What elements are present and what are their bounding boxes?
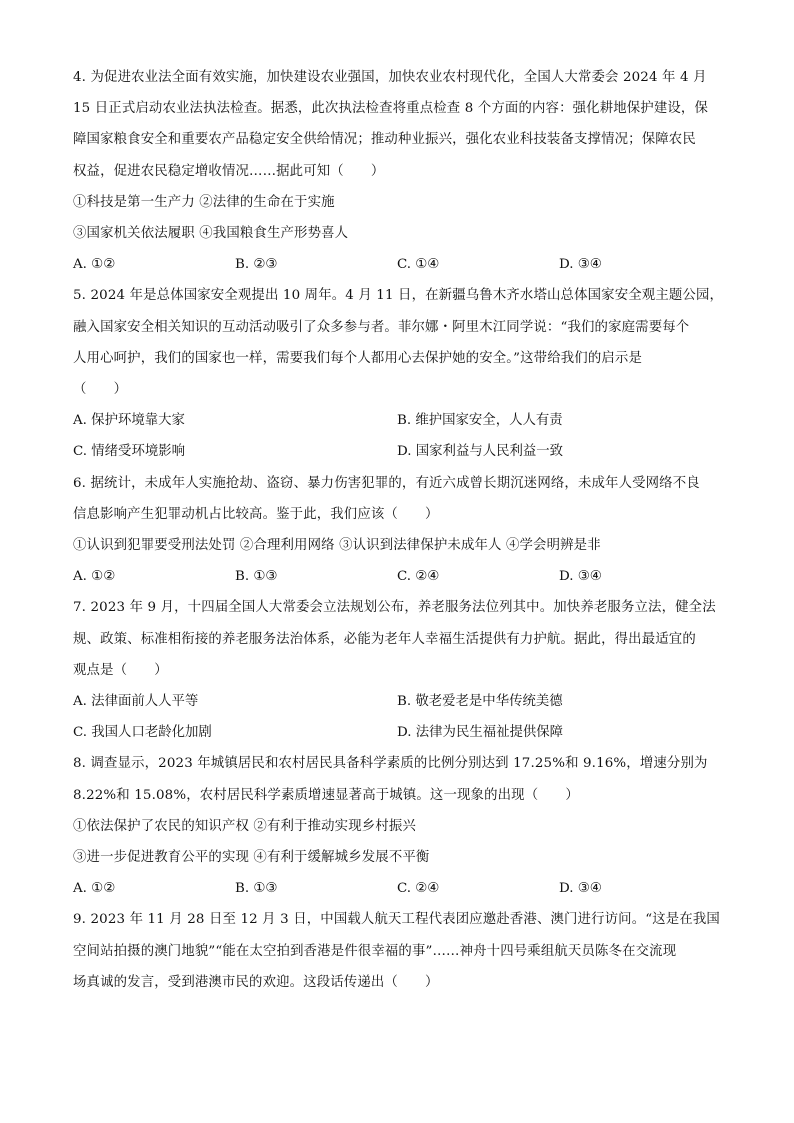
statement-line: ③进一步促进教育公平的实现 ④有利于缓解城乡发展不平衡 <box>73 850 430 866</box>
options-row <box>73 436 722 467</box>
option-c[interactable]: C. ②④ <box>397 881 440 897</box>
question-text-line: 15 日正式启动农业法执法检查。据悉，此次执法检查将重点检查 8 个方面的内容：强化耕地保护建设，保 <box>73 101 709 117</box>
option-a[interactable]: A. 保护环境靠大家 <box>73 413 185 429</box>
question-text-line: 信息影响产生犯罪动机占比较高。鉴于此，我们应该（ ） <box>73 506 439 522</box>
option-d[interactable]: D. 国家利益与人民利益一致 <box>397 444 564 460</box>
option-d[interactable]: D. ③④ <box>559 257 602 273</box>
option-b[interactable]: B. ②③ <box>235 257 278 273</box>
statement-line: ①认识到犯罪要受刑法处罚 ②合理利用网络 ③认识到法律保护未成年人 ④学会明辨是非 <box>73 538 601 554</box>
options-row <box>73 561 722 592</box>
option-d[interactable]: D. ③④ <box>559 881 602 897</box>
question-text-line: （ ） <box>73 382 128 398</box>
options-row <box>73 717 722 748</box>
statement-line: ①科技是第一生产力 ②法律的生命在于实施 <box>73 194 335 210</box>
statement-line: ①依法保护了农民的知识产权 ②有利于推动实现乡村振兴 <box>73 818 416 834</box>
option-a[interactable]: A. ①② <box>73 257 116 273</box>
option-c[interactable]: C. ②④ <box>397 569 440 585</box>
option-b[interactable]: B. ①③ <box>235 569 278 585</box>
question-text-line: 场真诚的发言，受到港澳市民的欢迎。这段话传递出（ ） <box>73 974 439 990</box>
question-9 <box>73 904 722 998</box>
question-8 <box>73 748 722 904</box>
option-a[interactable]: A. ①② <box>73 881 116 897</box>
option-a[interactable]: A. ①② <box>73 569 116 585</box>
question-text-line: 5. 2024 年是总体国家安全观提出 10 周年。4 月 11 日，在新疆乌鲁木齐水塔山总体国家安全观主题公园， <box>73 288 724 304</box>
option-b[interactable]: B. 敬老爱老是中华传统美德 <box>397 694 563 710</box>
question-4 <box>73 62 722 280</box>
option-b[interactable]: B. ①③ <box>235 881 278 897</box>
question-6 <box>73 468 722 593</box>
statement-line: ③国家机关依法履职 ④我国粮食生产形势喜人 <box>73 226 349 242</box>
option-d[interactable]: D. 法律为民生福祉提供保障 <box>397 725 564 741</box>
option-c[interactable]: C. ①④ <box>397 257 440 273</box>
option-a[interactable]: A. 法律面前人人平等 <box>73 694 199 710</box>
option-b[interactable]: B. 维护国家安全，人人有责 <box>397 413 563 429</box>
question-text-line: 观点是（ ） <box>73 662 168 678</box>
question-text-line: 4. 为促进农业法全面有效实施，加快建设农业强国，加快农业农村现代化，全国人大常委会 2024 年 4 月 <box>73 70 707 85</box>
option-c[interactable]: C. 情绪受环境影响 <box>73 444 186 460</box>
question-text-line: 6. 据统计，未成年人实施抢劫、盗窃、暴力伤害犯罪的，有近六成曾长期沉迷网络，未成年人受网络不良 <box>73 475 700 491</box>
options-row <box>73 873 722 904</box>
options-row <box>73 405 722 436</box>
options-row <box>73 686 722 717</box>
question-text-line: 空间站拍摄的澳门地貌”“能在太空拍到香港是件很幸福的事”……神舟十四号乘组航天员陈冬在交流现 <box>73 943 677 959</box>
question-text-line: 规、政策、标准相衔接的养老服务法治体系，必能为老年人幸福生活提供有力护航。据此，得出最适宜的 <box>73 631 696 647</box>
options-row <box>73 249 722 280</box>
question-text-line: 8. 调查显示，2023 年城镇居民和农村居民具备科学素质的比例分别达到 17.25%和 9.16%，增速分别为 <box>73 756 708 772</box>
question-text-line: 9. 2023 年 11 月 28 日至 12 月 3 日，中国载人航天工程代表团应邀赴香港、澳门进行访问。“这是在我国 <box>73 912 720 928</box>
question-text-line: 障国家粮食安全和重要农产品稳定安全供给情况；推动种业振兴，强化农业科技装备支撑情况；保障农民 <box>73 132 696 148</box>
question-7 <box>73 592 722 748</box>
question-5 <box>73 280 722 467</box>
question-text-line: 7. 2023 年 9 月，十四届全国人大常委会立法规划公布，养老服务法位列其中。加快养老服务立法，健全法 <box>73 600 716 616</box>
question-text-line: 权益，促进农民稳定增收情况……据此可知（ ） <box>73 163 385 179</box>
question-text-line: 人用心呵护，我们的国家也一样，需要我们每个人都用心去保护她的安全。”这带给我们的启示是 <box>73 350 642 366</box>
question-text-line: 融入国家安全相关知识的互动活动吸引了众多参与者。菲尔娜・阿里木江同学说：“我们的家庭需要每个 <box>73 319 690 335</box>
question-text-line: 8.22%和 15.08%，农村居民科学素质增速显著高于城镇。这一现象的出现（ ） <box>73 787 579 803</box>
option-d[interactable]: D. ③④ <box>559 569 602 585</box>
option-c[interactable]: C. 我国人口老龄化加剧 <box>73 725 212 741</box>
